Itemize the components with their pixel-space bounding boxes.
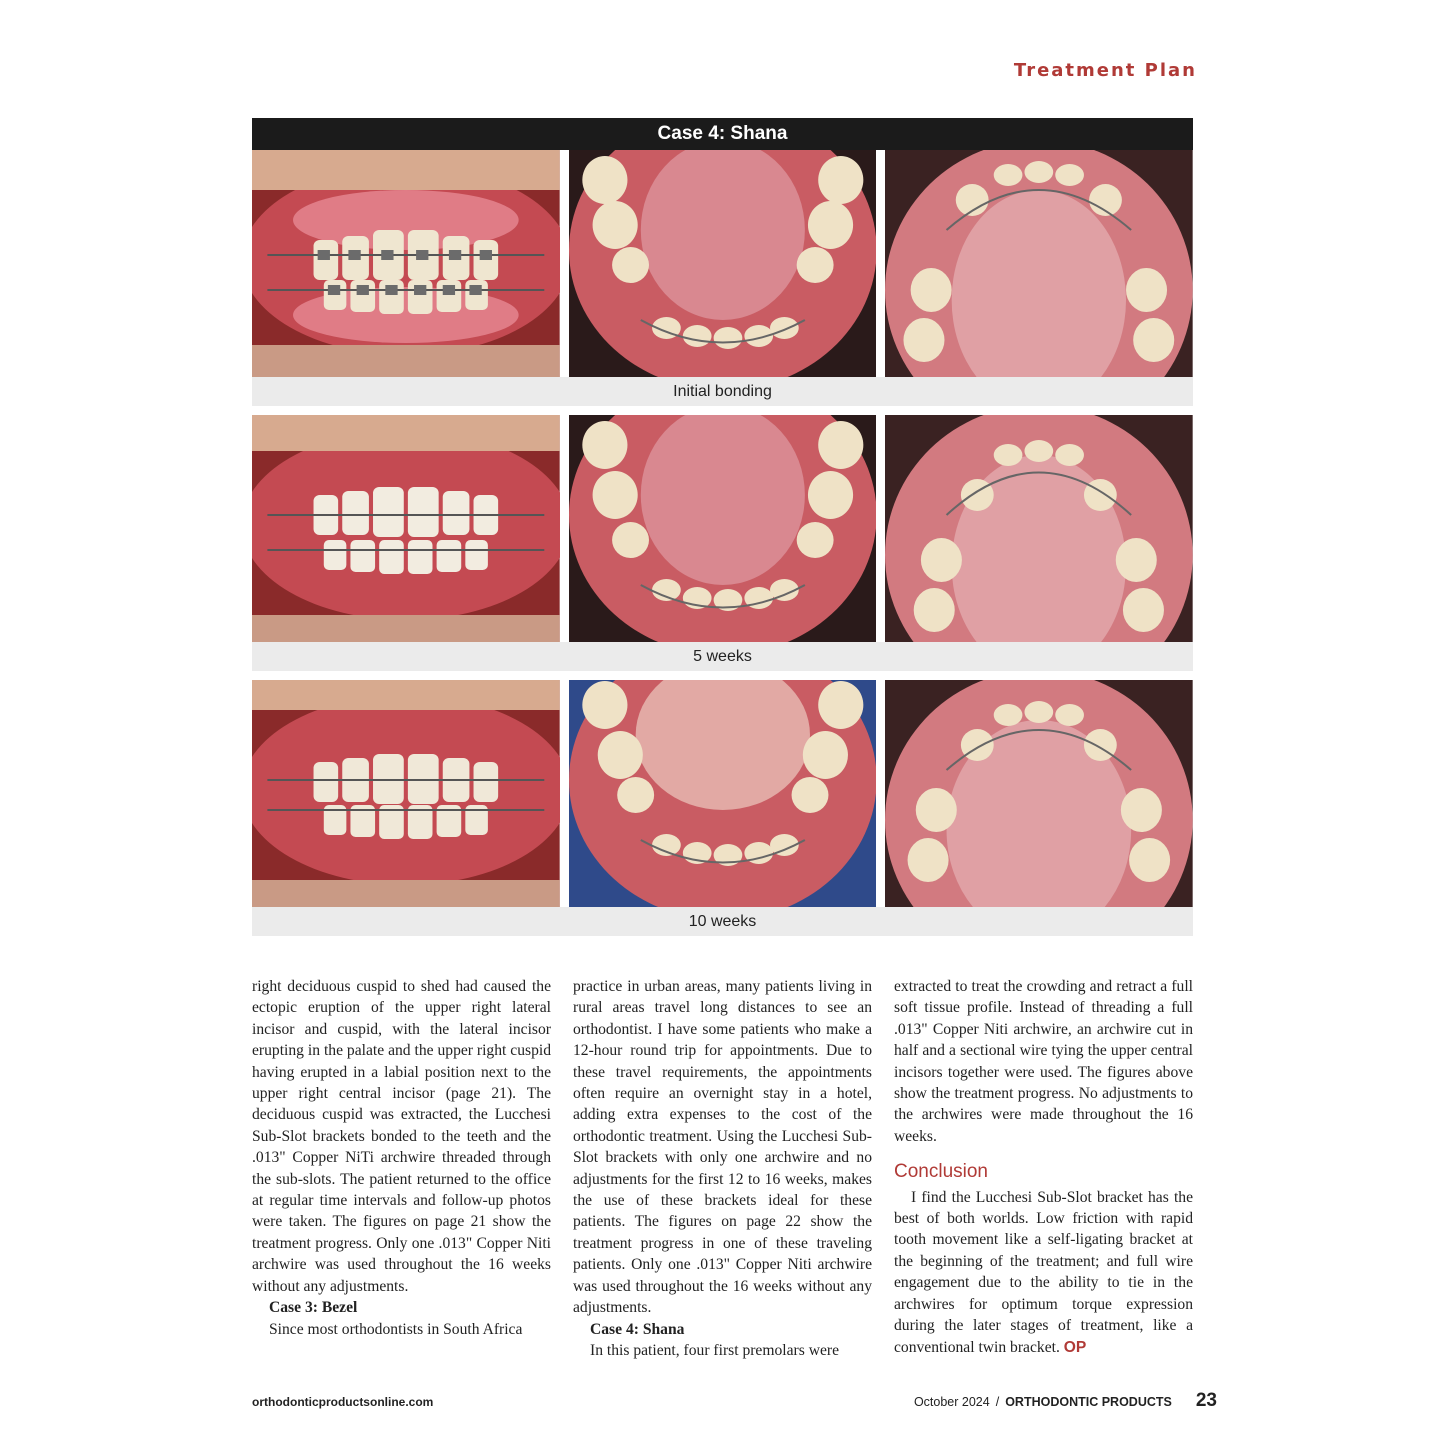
photo-row-initial: [252, 150, 1193, 377]
figure-title: Case 4: Shana: [252, 118, 1193, 150]
footer-publication-name: ORTHODONTIC PRODUCTS: [1005, 1395, 1172, 1409]
caption-10-weeks: 10 weeks: [252, 907, 1193, 936]
column-2: [573, 976, 872, 1361]
case-subheading: Case 4: Shana: [590, 1320, 685, 1338]
section-label: Treatment Plan: [1013, 60, 1197, 81]
caption-initial-bonding: Initial bonding: [252, 377, 1193, 406]
photo-row-10-weeks: [252, 680, 1193, 907]
case-subheading: Case 3: Bezel: [269, 1299, 358, 1317]
article-body: [252, 976, 1193, 1361]
paragraph: [894, 1187, 1193, 1358]
paragraph: In this patient, four first premolars were: [590, 1341, 839, 1359]
photo-row-5-weeks: [252, 415, 1193, 642]
caption-5-weeks: 5 weeks: [252, 642, 1193, 671]
case-figure: [252, 118, 1193, 936]
footer-website: orthodonticproductsonline.com: [252, 1395, 434, 1409]
frontal-photo: [252, 680, 560, 907]
footer-date: October 2024: [913, 1395, 990, 1409]
frontal-photo: [252, 415, 560, 642]
lower-occlusal-photo: [569, 150, 877, 377]
paragraph: Since most orthodontists in South Africa: [269, 1320, 523, 1338]
footer-separator: /: [995, 1395, 1000, 1409]
column-1: [252, 976, 551, 1361]
conclusion-text: I find the Lucchesi Sub-Slot bracket has the best of both worlds. Low friction with rapid tooth movement like a self-ligating bracket at the beginning of the treatment; and full wire engagement due to the ability to tie in the archwires for optimum torque expression during the later stages of treatment, like a conventional twin bracket.: [894, 1188, 1193, 1356]
footer-publication: [914, 1390, 1217, 1412]
upper-occlusal-photo: [885, 150, 1193, 377]
upper-occlusal-photo: [885, 680, 1193, 907]
paragraph: extracted to treat the crowding and retract a full soft tissue profile. Instead of threading a full .013" Copper Niti archwire, an archwire cut in half and a sectional wire tying the upper central incisors together were used. The figures above show the treatment progress. No adjustments to the archwires were made throughout the 16 weeks.: [894, 978, 1193, 1145]
frontal-photo: [252, 150, 560, 377]
lower-occlusal-photo: [569, 415, 877, 642]
upper-occlusal-photo: [885, 415, 1193, 642]
paragraph: practice in urban areas, many patients living in rural areas travel long distances to see an orthodontist. I have some patients who make a 12-hour round trip for appointments. Due to these travel requirements, the appointments often require an overnight stay in a hotel, adding extra expenses to the cost of the orthodontic treatment. Using the Lucchesi Sub-Slot brackets with only one archwire and no adjustments for the first 12 to 16 weeks, makes the use of these brackets ideal for these patients. The figures on page 22 show the treatment progress in one of these traveling patients. Only one .013" Copper Niti archwire was used throughout the 16 weeks without any adjustments.: [573, 978, 872, 1317]
paragraph: right deciduous cuspid to shed had caused the ectopic eruption of the upper right lateral incisor and cuspid, with the lateral incisor erupting in the palate and the upper right cuspid having erupted in a labial position next to the upper right central incisor (page 21). The deciduous cuspid was extracted, the Lucchesi Sub-Slot brackets bonded to the teeth and the .013" Copper NiTi archwire threaded through the sub-slots. The patient returned to the office at regular time intervals and follow-up photos were taken. The figures on page 21 show the treatment progress. Only one .013" Copper Niti archwire was used throughout the 16 weeks without any adjustments.: [252, 978, 551, 1295]
conclusion-heading: Conclusion: [894, 1161, 988, 1183]
column-3: [894, 976, 1193, 1361]
page-number: 23: [1195, 1390, 1217, 1411]
end-mark: OP: [1063, 1338, 1087, 1356]
lower-occlusal-photo: [569, 680, 877, 907]
